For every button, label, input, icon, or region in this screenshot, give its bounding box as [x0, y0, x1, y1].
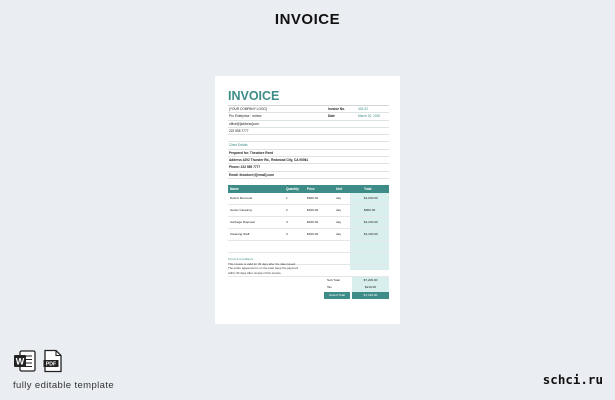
item-qty: 3 — [286, 219, 288, 224]
item-total: $1,200.00 — [364, 231, 378, 236]
items-table-header — [228, 185, 389, 193]
item-qty: 1 — [286, 195, 288, 200]
header-name: Name — [230, 186, 239, 191]
date-label: Date — [328, 114, 335, 119]
item-unit: day — [336, 207, 341, 212]
invoice-date: March 20, 2030 — [358, 114, 381, 119]
word-icon-label: W — [15, 356, 25, 367]
header-total: Total — [364, 186, 372, 191]
item-price: $400.00 — [307, 207, 319, 212]
grand-total-label: Grand Total — [324, 292, 350, 300]
item-name: Debris Removal — [230, 195, 253, 200]
invoice-preview — [215, 76, 400, 324]
brand-watermark: schci.ru — [542, 372, 603, 387]
client-row — [228, 150, 389, 157]
header-quantity: Quantity — [286, 186, 299, 191]
table-row — [228, 193, 389, 205]
pdf-icon-label: PDF — [45, 361, 57, 368]
tax-row — [228, 284, 389, 292]
client-line: Prepared for: Theodore Reed — [229, 150, 274, 155]
tax-label: Tax — [327, 285, 332, 290]
terms-line: The entire agreement is on the total; keep the payment — [228, 266, 299, 271]
item-unit: day — [336, 231, 341, 236]
item-price: $400.00 — [307, 231, 319, 236]
item-unit: day — [336, 219, 341, 224]
company-line: 222 555 7777 — [229, 128, 249, 133]
item-total: $800.00 — [364, 207, 376, 212]
item-name: Cleaning Staff — [230, 231, 250, 236]
client-heading-row — [228, 142, 389, 149]
grand-total-value: $7,416.00 — [352, 292, 389, 300]
client-row — [228, 157, 389, 164]
client-line: Phone: 222 555 7777 — [229, 165, 261, 170]
invoice-title: INVOICE — [228, 90, 389, 106]
tax-value: $216.00 — [352, 284, 389, 292]
company-line: [YOUR COMPANY LOGO] — [229, 107, 267, 111]
table-row — [228, 217, 389, 229]
company-row-2 — [228, 113, 389, 120]
client-heading: Client Details — [229, 143, 248, 148]
sub-total-value: $7,200.00 — [352, 277, 389, 285]
table-row — [228, 229, 389, 241]
grand-total-row — [228, 292, 389, 300]
page-title: INVOICE — [274, 11, 341, 28]
terms-block — [228, 257, 313, 275]
sub-total-row — [228, 277, 389, 285]
item-name: Garbage Disposal — [230, 219, 255, 224]
table-row — [228, 205, 389, 217]
client-row — [228, 172, 389, 179]
company-row-4 — [228, 128, 389, 135]
item-total: $1,000.00 — [364, 195, 378, 200]
item-name: Gutter Cleaning — [230, 207, 252, 212]
item-unit: day — [336, 195, 341, 200]
pdf-file-icon — [43, 349, 63, 373]
item-qty: 2 — [286, 207, 288, 212]
terms-line: within 30 days after receipt of this invoice. — [228, 270, 282, 275]
company-line: Pro Enterprise · review — [229, 114, 262, 119]
header-unit: Unit — [336, 186, 343, 191]
client-line: Email: theodore@[email].com — [229, 172, 274, 177]
terms-line: This invoice is valid for 30 days after the date issued. — [228, 261, 296, 266]
item-price: $900.00 — [307, 195, 319, 200]
header-price: Price — [307, 186, 315, 191]
company-line: office@[address]com — [229, 121, 259, 126]
editable-caption: fully editable template — [13, 380, 115, 391]
sub-total-label: Sub Total — [327, 277, 340, 282]
item-price: $400.00 — [307, 219, 319, 224]
table-row-empty — [228, 241, 389, 253]
company-row-1 — [228, 106, 389, 113]
invoice-no-label: Invoice No. — [328, 107, 346, 111]
terms-heading: Terms & Conditions — [228, 257, 254, 261]
word-file-icon — [13, 349, 37, 373]
spacer-row — [228, 135, 389, 142]
item-qty: 3 — [286, 231, 288, 236]
client-line: Address 4292 Thunder Rd., Redwood City, CA 90061 — [229, 158, 309, 163]
client-row — [228, 164, 389, 171]
company-row-3 — [228, 121, 389, 128]
item-total: $1,200.00 — [364, 219, 378, 224]
invoice-no: 432-02 — [358, 107, 368, 111]
